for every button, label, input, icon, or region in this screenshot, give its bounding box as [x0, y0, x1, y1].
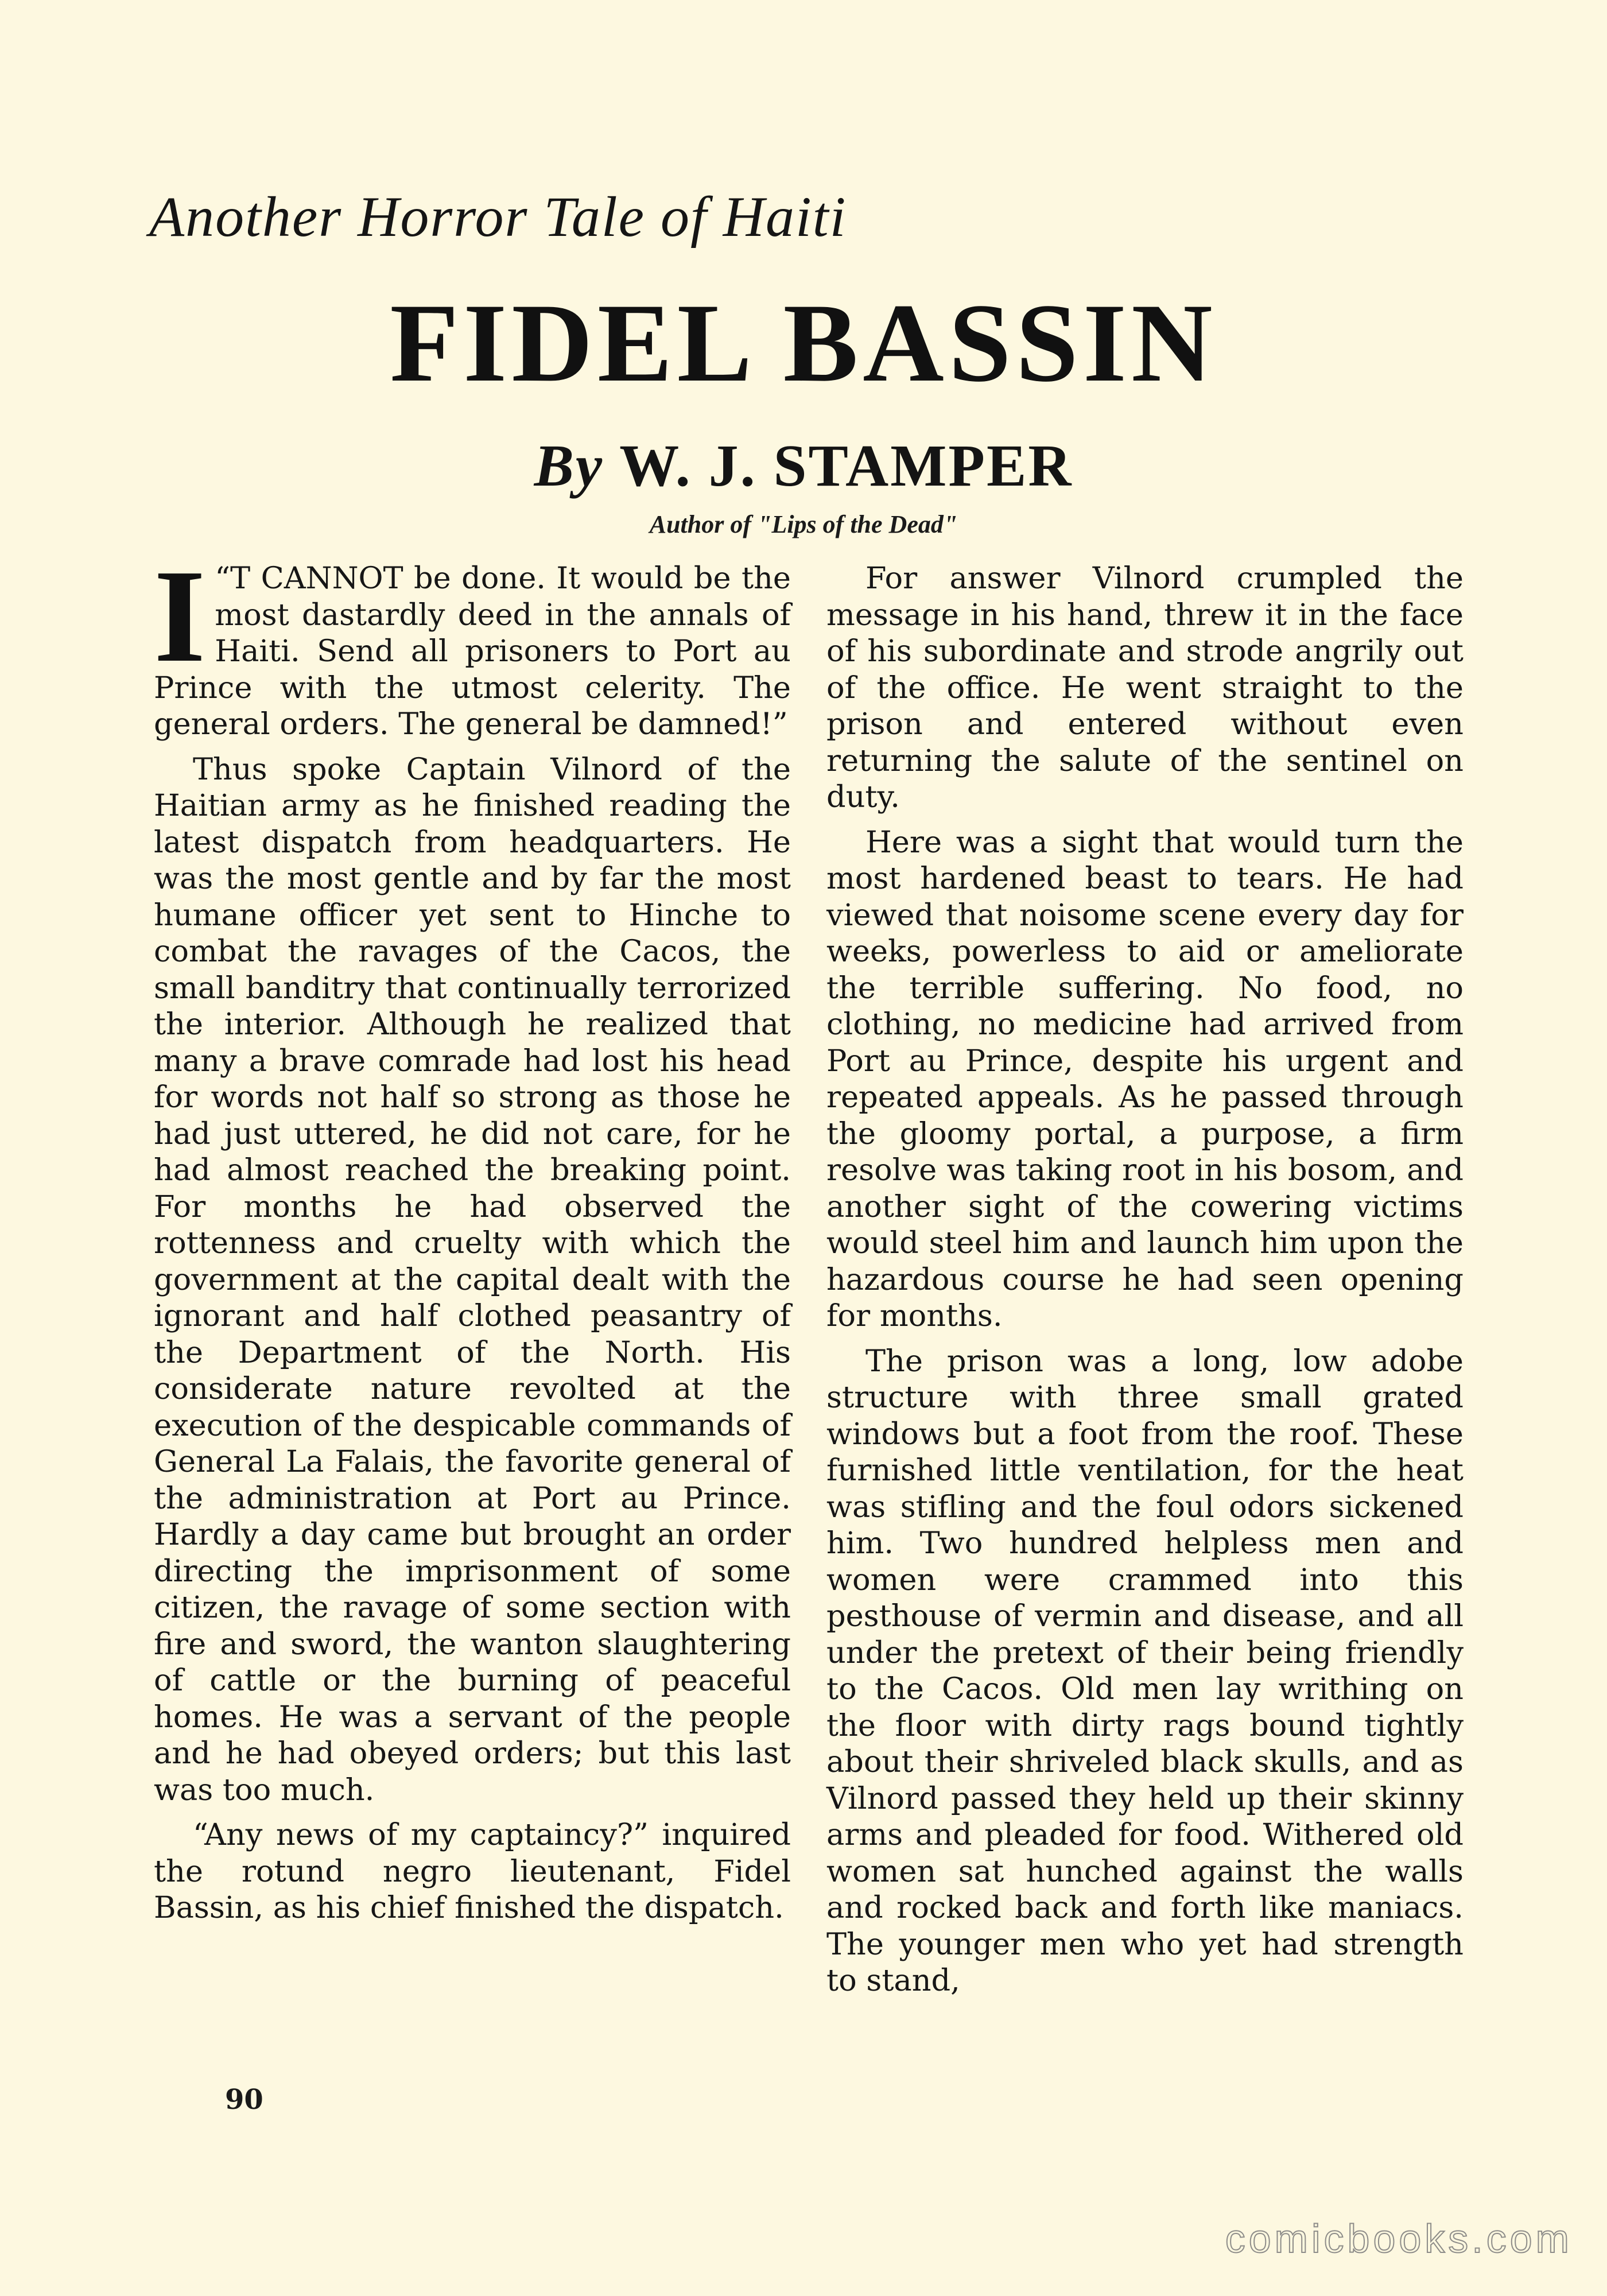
byline	[0, 432, 1607, 501]
left-column	[154, 542, 791, 1935]
byline-by: By	[534, 433, 604, 499]
page-number: 90	[225, 2084, 263, 2116]
drop-cap: I	[154, 542, 206, 690]
kicker-line: Another Horror Tale of Haiti	[149, 185, 847, 249]
right-column	[826, 560, 1464, 2008]
author-credit: Author of "Lips of the Dead"	[649, 510, 958, 538]
story-title: FIDEL BASSIN	[390, 281, 1217, 405]
body-paragraph: Thus spoke Captain Vilnord of the Haitian army as he finished reading the latest dispatch from headquarters. He was the most gentle and by far the most humane officer yet sent to Hinche to combat the ravages of the Cacos, the small banditry that continually terrorized the interior. Although he realized that many a brave comrade had lost his head for words not half so strong as those he had just uttered, he did not care, for he had almost reached the breaking point. For months he had observed the rottenness and cruelty with which the government at the capital dealt with the ignorant and half clothed peasantry of the Department of the North. His considerate nature revolted at the execution of the despicable commands of General La Falais, the favorite general of the administration at Port au Prince. Hardly a day came but brought an order directing the imprisonment of some citizen, the ravage of some section with fire and sword, the wanton slaughtering of cattle or the burning of peaceful homes. He was a servant of the people and he had obeyed orders; but this last was too much.	[154, 751, 791, 1808]
opening-paragraph-text: “T CANNOT be done. It would be the most dastardly deed in the annals of Haiti. Send all prisoners to Port au Prince with the utmost celerity. The general orders. The general be damned!”	[154, 561, 791, 742]
opening-paragraph	[154, 542, 791, 743]
body-paragraph: For answer Vilnord crumpled the message in his hand, threw it in the face of his subordinate and strode angrily out of the office. He went straight to the prison and entered without even returning the salute of the sentinel on duty.	[826, 561, 1464, 815]
body-paragraph: “Any news of my captaincy?” inquired the rotund negro lieutenant, Fidel Bassin, as his chief finished the dispatch.	[154, 1817, 791, 1925]
byline-author: W. J. STAMPER	[619, 433, 1073, 499]
body-paragraph: The prison was a long, low adobe structure with three small grated windows but a foot from the roof. These furnished little ventilation, for the heat was stifling and the foul odors sickened him. Two hundred helpless men and women were crammed into this pesthouse of vermin and disease, and all under the pretext of their being friendly to the Cacos. Old men lay writhing on the floor with dirty rags bound tightly about their shriveled black skulls, and as Vilnord passed they held up their skinny arms and pleaded for food. Withered old women sat hunched against the walls and rocked back and forth like maniacs. The younger men who yet had strength to stand,	[826, 1343, 1464, 1998]
body-paragraph: Here was a sight that would turn the most hardened beast to tears. He had viewed that noisome scene every day for weeks, powerless to aid or ameliorate the terrible suffering. No food, no clothing, no medicine had arrived from Port au Prince, despite his urgent and repeated appeals. As he passed through the gloomy portal, a purpose, a firm resolve was taking root in his bosom, and another sight of the cowering victims would steel him and launch him upon the hazardous course he had seen opening for months.	[826, 824, 1464, 1333]
site-watermark: comicbooks.com	[1225, 2216, 1573, 2261]
